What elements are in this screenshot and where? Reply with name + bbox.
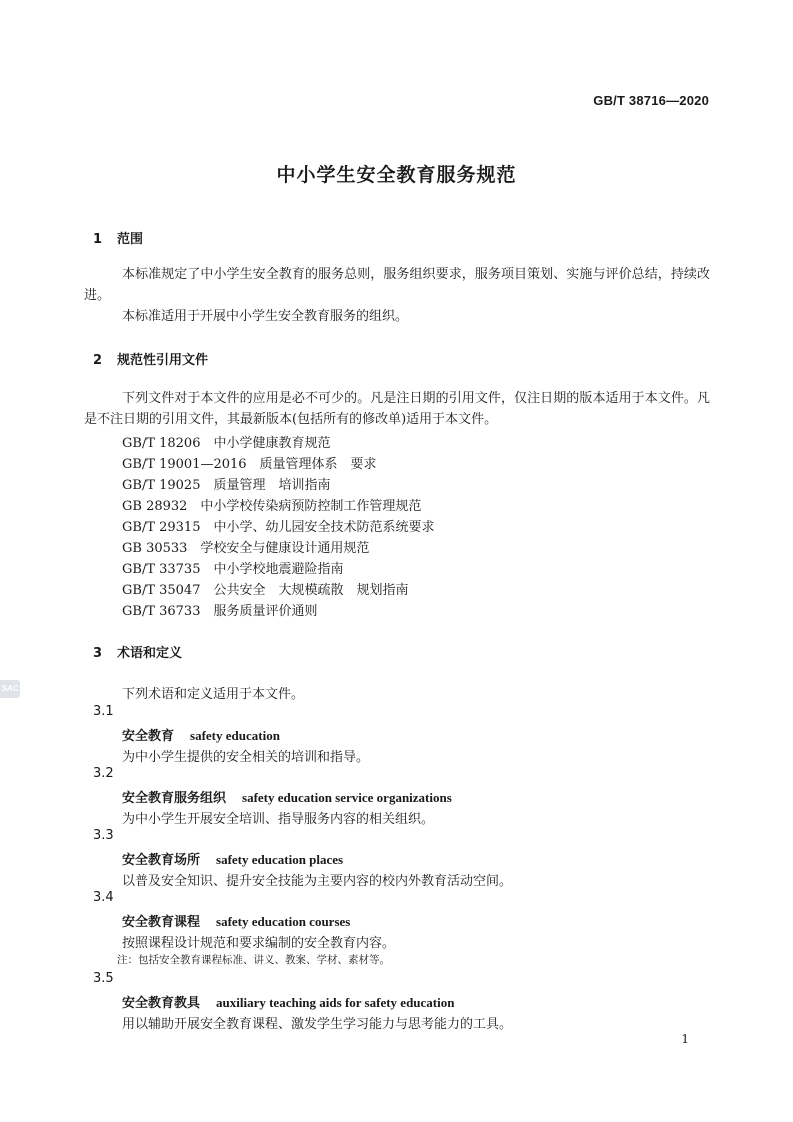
reference-item: GB 28932 中小学校传染病预防控制工作管理规范 [122,499,422,514]
reference-item: GB 30533 学校安全与健康设计通用规范 [122,541,370,556]
normative-intro: 下列文件对于本文件的应用是必不可少的。凡是注日期的引用文件，仅注日期的版本适用于本文件。凡是不注日期的引用文件，其最新版本(包括所有的修改单)适用于本文件。 [84,391,710,427]
term-number: 3.5 [93,971,114,986]
term-heading [122,911,350,930]
section-number: 3 [93,646,103,661]
term-en: safety education [190,728,280,743]
reference-item: GB/T 18206 中小学健康教育规范 [122,436,331,451]
page-number: 1 [681,1032,689,1046]
term-cn: 安全教育服务组织 [122,791,227,806]
section-title: 术语和定义 [117,646,183,661]
term-number: 3.4 [93,890,114,905]
section-number: 1 [93,232,103,247]
term-en: safety education courses [216,914,351,929]
term-en: safety education service organizations [242,790,452,805]
term-definition: 按照课程设计规范和要求编制的安全教育内容。 [122,936,396,951]
reference-item: GB/T 35047 公共安全 大规模疏散 规划指南 [122,583,409,598]
term-definition: 为中小学生开展安全培训、指导服务内容的相关组织。 [122,812,435,827]
term-number: 3.3 [93,828,114,843]
term-cn: 安全教育 [122,729,175,744]
term-en: safety education places [216,852,344,867]
reference-item: GB/T 19001—2016 质量管理体系 要求 [122,457,377,472]
scope-paragraph-1: 本标准规定了中小学生安全教育的服务总则，服务组织要求，服务项目策划、实施与评价总结，持续改进。 [84,267,710,303]
scope-paragraph-2: 本标准适用于开展中小学生安全教育服务的组织。 [122,309,409,324]
term-number: 3.2 [93,766,114,781]
reference-item: GB/T 19025 质量管理 培训指南 [122,478,331,493]
section-title: 规范性引用文件 [117,353,209,368]
section-heading-1 [93,228,143,247]
terms-intro: 下列术语和定义适用于本文件。 [122,687,305,702]
reference-item: GB/T 33735 中小学校地震避险指南 [122,562,344,577]
term-heading [122,725,280,744]
reference-item: GB/T 36733 服务质量评价通则 [122,604,318,619]
term-number: 3.1 [93,704,114,719]
standard-number: GB/T 38716—2020 [593,93,709,108]
term-definition: 以普及安全知识、提升安全技能为主要内容的校内外教育活动空间。 [122,874,513,889]
term-definition: 用以辅助开展安全教育课程、激发学生学习能力与思考能力的工具。 [122,1017,513,1032]
watermark-tab: SAC [0,680,20,698]
term-cn: 安全教育课程 [122,915,201,930]
term-heading [122,992,454,1011]
section-title: 范围 [117,232,144,247]
section-number: 2 [93,353,103,368]
term-note: 注：包括安全教育课程标准、讲义、教案、学材、素材等。 [117,954,390,966]
term-heading [122,849,343,868]
term-en: auxiliary teaching aids for safety education [216,995,455,1010]
document-title: 中小学生安全教育服务规范 [276,164,517,186]
section-heading-2 [93,349,208,368]
term-cn: 安全教育教具 [122,996,201,1011]
term-heading [122,787,452,806]
term-cn: 安全教育场所 [122,853,201,868]
reference-item: GB/T 29315 中小学、幼儿园安全技术防范系统要求 [122,520,435,535]
section-heading-3 [93,642,182,661]
term-definition: 为中小学生提供的安全相关的培训和指导。 [122,750,370,765]
